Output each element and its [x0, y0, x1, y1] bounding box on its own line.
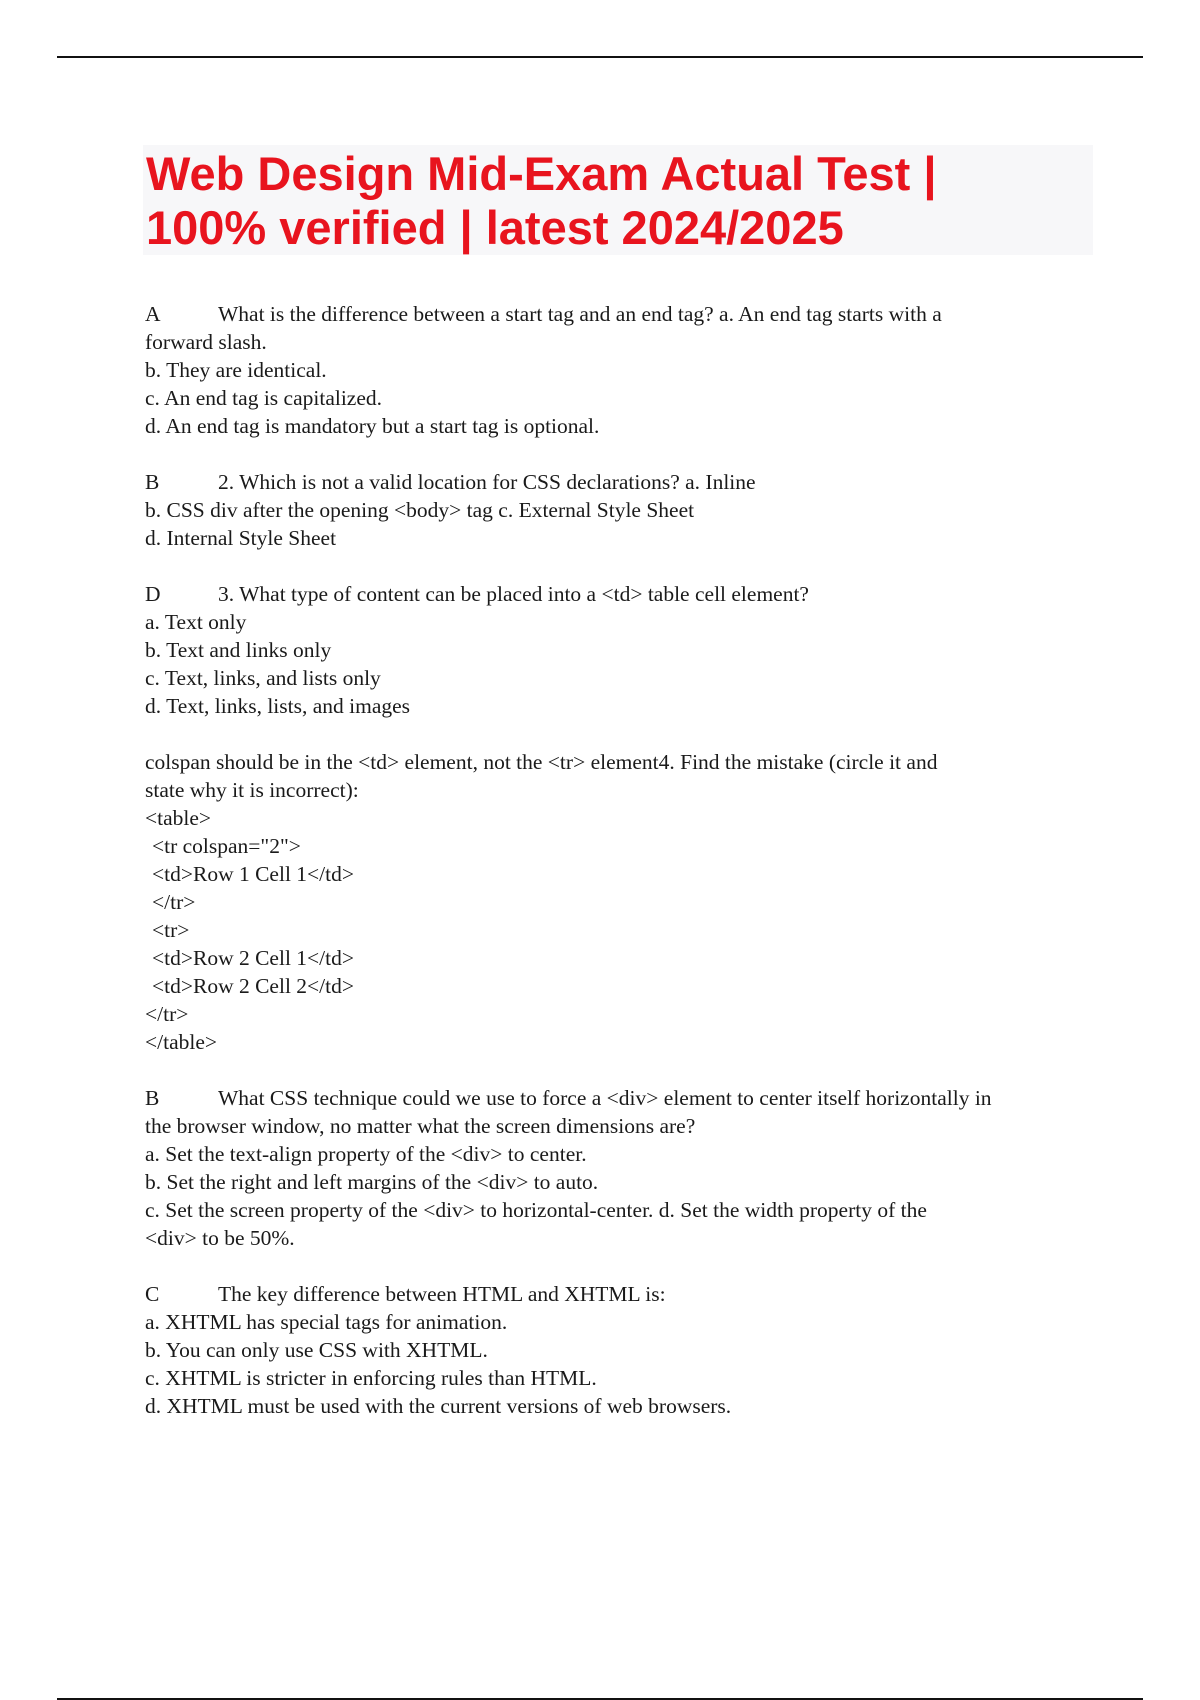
- question-text: What CSS technique could we use to force a <div> element to center itself horizontally in: [218, 1086, 992, 1110]
- question-text: The key difference between HTML and XHTML is:: [218, 1282, 666, 1306]
- code-line: </tr>: [145, 1002, 189, 1026]
- answer-key: B: [145, 470, 160, 494]
- question-block-4: [145, 748, 1095, 1056]
- answer-key: A: [145, 302, 161, 326]
- question-text: forward slash.: [145, 330, 267, 354]
- option-b: b. CSS div after the opening <body> tag c. External Style Sheet: [145, 498, 695, 522]
- question-text: the browser window, no matter what the screen dimensions are?: [145, 1114, 696, 1138]
- answer-key: colspan should be in the <td> element, not the <tr> element: [145, 750, 659, 774]
- option-d: <div> to be 50%.: [145, 1226, 295, 1250]
- question-text: 4. Find the mistake (circle it and: [658, 750, 938, 774]
- question-text: state why it is incorrect):: [145, 778, 359, 802]
- question-block-2: [145, 468, 1095, 552]
- title-line-1: Web Design Mid-Exam Actual Test |: [146, 147, 937, 200]
- title-line-2: 100% verified | latest 2024/2025: [146, 201, 844, 254]
- question-block-5: [145, 1084, 1095, 1252]
- code-line: </tr>: [152, 890, 196, 914]
- option-b: b. They are identical.: [145, 358, 327, 382]
- question-list: [145, 300, 1095, 1448]
- question-block-3: [145, 580, 1095, 720]
- question-text: 3. What type of content can be placed into a <td> table cell element?: [218, 582, 809, 606]
- code-line: </table>: [145, 1030, 218, 1054]
- option-d: d. XHTML must be used with the current versions of web browsers.: [145, 1394, 732, 1418]
- code-line: <td>Row 2 Cell 1</td>: [152, 946, 354, 970]
- document-title: [143, 145, 1093, 255]
- option-b: b. Text and links only: [145, 638, 332, 662]
- question-text: What is the difference between a start tag and an end tag? a. An end tag starts with a: [218, 302, 942, 326]
- code-line: <td>Row 2 Cell 2</td>: [152, 974, 354, 998]
- answer-key: B: [145, 1086, 160, 1110]
- code-line: <tr>: [152, 918, 190, 942]
- option-d: d. An end tag is mandatory but a start tag is optional.: [145, 414, 600, 438]
- option-c: c. XHTML is stricter in enforcing rules than HTML.: [145, 1366, 597, 1390]
- option-d: d. Internal Style Sheet: [145, 526, 337, 550]
- option-a: a. Set the text-align property of the <div> to center.: [145, 1142, 587, 1166]
- option-d: d. Text, links, lists, and images: [145, 694, 411, 718]
- question-block-1: [145, 300, 1095, 440]
- option-a: a. Text only: [145, 610, 247, 634]
- question-block-6: [145, 1280, 1095, 1420]
- option-c: c. Text, links, and lists only: [145, 666, 381, 690]
- option-c: c. Set the screen property of the <div> to horizontal-center. d. Set the width property of the: [145, 1198, 927, 1222]
- code-line: <tr colspan="2">: [152, 834, 301, 858]
- option-b: b. You can only use CSS with XHTML.: [145, 1338, 488, 1362]
- option-c: c. An end tag is capitalized.: [145, 386, 383, 410]
- option-a: a. XHTML has special tags for animation.: [145, 1310, 508, 1334]
- question-text: 2. Which is not a valid location for CSS declarations? a. Inline: [218, 470, 756, 494]
- option-b: b. Set the right and left margins of the <div> to auto.: [145, 1170, 599, 1194]
- top-rule: [57, 56, 1143, 58]
- code-line: <table>: [145, 806, 212, 830]
- code-line: <td>Row 1 Cell 1</td>: [152, 862, 354, 886]
- answer-key: C: [145, 1282, 160, 1306]
- answer-key: D: [145, 582, 161, 606]
